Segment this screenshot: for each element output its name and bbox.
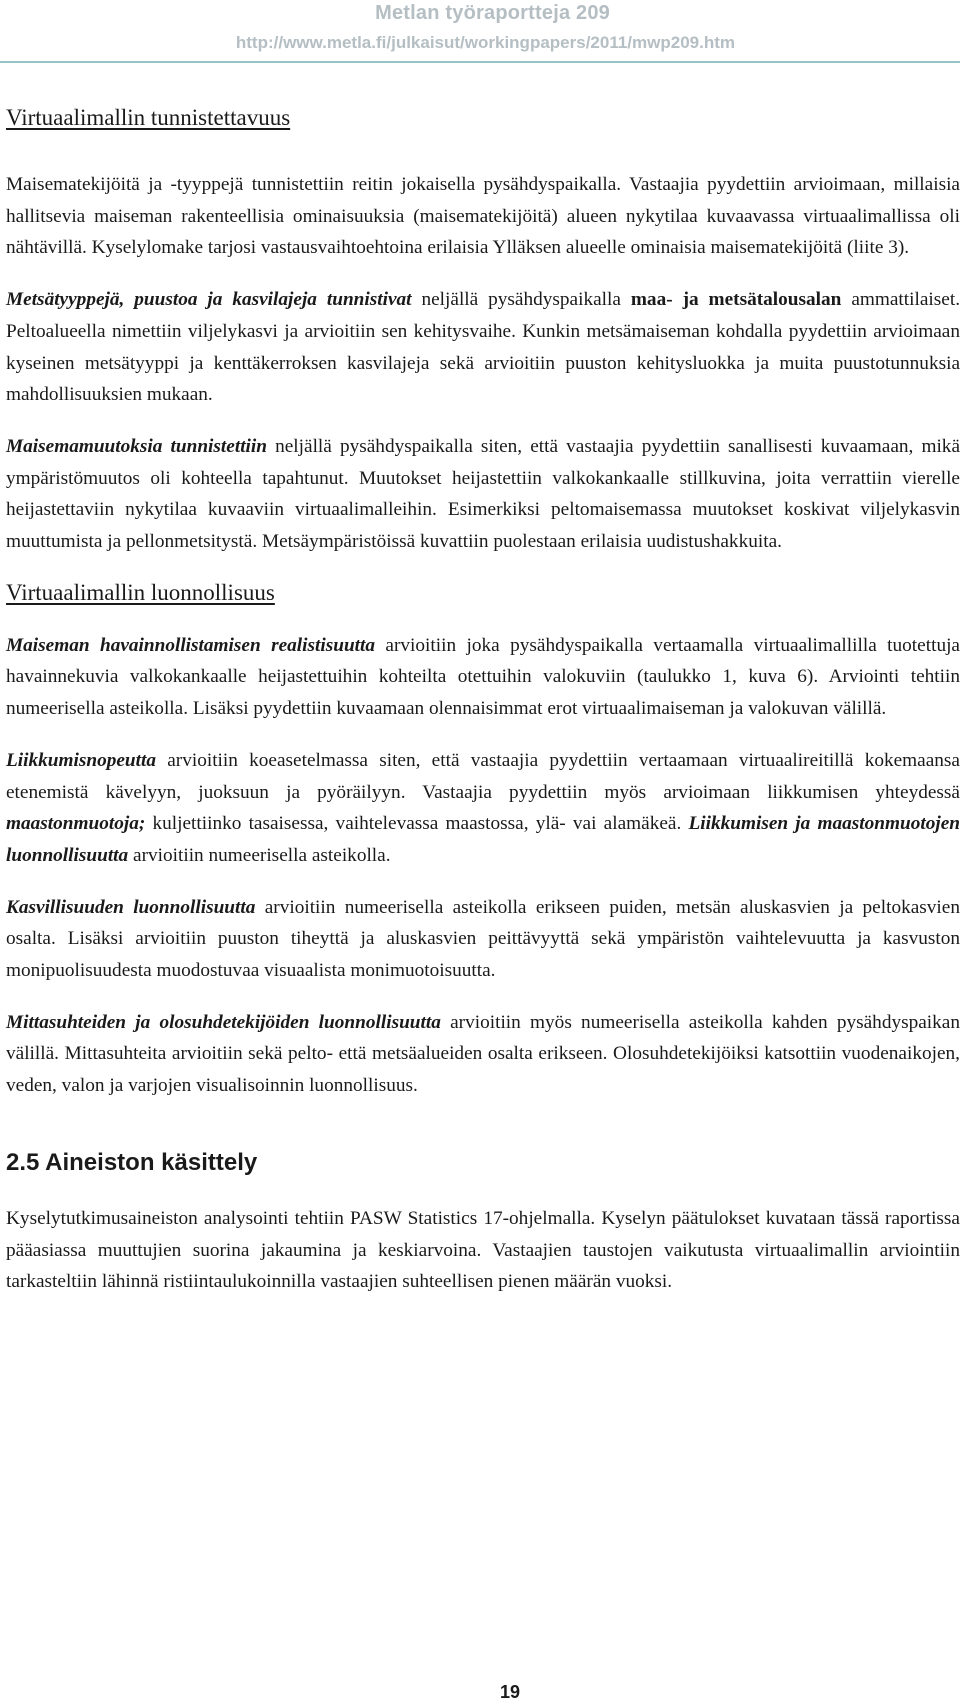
emphasis-proportions: Mittasuhteiden ja olosuhdetekijöiden luonnollisuutta — [6, 1011, 441, 1033]
series-title: Metlan työraportteja 209 — [375, 2, 610, 24]
paragraph-realism — [6, 630, 960, 725]
section-heading-data-processing: 2.5 Aineiston käsittely — [6, 1148, 258, 1176]
text-span: neljällä pysähdyspaikalla — [411, 289, 631, 311]
main-content — [6, 104, 960, 1298]
section-heading-recognizability: Virtuaalimallin tunnistettavuus — [6, 105, 291, 130]
emphasis-movement-speed: Liikkumisnopeutta — [6, 749, 156, 771]
series-url: http://www.metla.fi/julkaisut/workingpapers/2011/mwp209.htm — [235, 33, 735, 52]
emphasis-terrain: maastonmuotoja; — [6, 813, 146, 835]
section-heading-naturalness: Virtuaalimallin luonnollisuus — [6, 579, 275, 605]
paragraph-vegetation — [6, 892, 960, 987]
emphasis-forest-types: Metsätyyppejä, puustoa ja kasvilajeja tunnistivat — [6, 289, 412, 311]
paragraph-proportions — [6, 1007, 960, 1102]
text-span: arvioitiin numeerisella asteikolla. — [128, 844, 391, 866]
paragraph-landscape-factors: Maisematekijöitä ja -tyyppejä tunnistettiin reitin jokaisella pysähdyspaikalla. Vastaajia pyydettiin arvioimaan, millaisia hallitsevia maiseman rakenteellisia ominaisuuksia (maisematekijöitä) alueen nykytilaa kuvaavassa virtuaalimallissa oli nähtävillä. Kyselylomake tarjosi vastausvaihtoehtoina erilaisia Ylläksen alueelle ominaisia maisematekijöitä (liite 3). — [6, 174, 960, 259]
text-span: arvioitiin myös numeerisella asteikolla kahden pysähdyspaikan välillä. Mittasuhteita arvioitiin sekä pelto- että metsäalueiden osalta erikseen. Olosuhdetekijöiksi katsottiin vuodenaikojen, veden, valon ja varjojen visualisoinnin luonnollisuus. — [6, 1011, 960, 1097]
text-span: kuljettiinko tasaisessa, vaihtelevassa maastossa, ylä- vai alamäkeä. — [145, 813, 689, 835]
paragraph-analysis: Kyselytutkimusaineiston analysointi tehtiin PASW Statistics 17-ohjelmalla. Kyselyn päätulokset kuvataan tässä raportissa pääasiassa muuttujien suorina jakaumina ja keskiarvoina. Vastaajien taustojen vaikutusta virtuaalimallin arviointiin tarkasteltiin lähinnä ristiintaulukoinnilla vastaajien suhteellisen pienen määrän vuoksi. — [6, 1207, 960, 1293]
emphasis-vegetation: Kasvillisuuden luonnollisuutta — [6, 896, 256, 918]
paragraph-movement-speed — [6, 745, 960, 872]
bold-professionals: maa- ja metsätalousalan — [630, 289, 842, 311]
paragraph-forest-types — [6, 284, 960, 411]
header-rule — [0, 61, 960, 63]
emphasis-movement-naturalness: Liikkumisen ja maastonmuotojen luonnollisuutta — [6, 813, 960, 866]
emphasis-realism: Maiseman havainnollistamisen realistisuutta — [6, 634, 376, 656]
text-span: arvioitiin numeerisella asteikolla erikseen puiden, metsän aluskasvien ja peltokasvien osalta. Lisäksi arvioitiin puuston tiheyttä ja aluskasvien peittävyyttä sekä ympäristön vaihtelevuutta ja kasvuston monipuolisuudesta muodostuvaa visuaalista monimuotoisuutta. — [6, 896, 960, 982]
emphasis-landscape-changes: Maisemamuutoksia tunnistettiin — [6, 435, 267, 457]
text-span: arvioitiin joka pysähdyspaikalla vertaamalla virtuaalimallilla tuotettuja havainnekuvia valkokankaalle heijastettuihin kohteilta otettuihin valokuviin (taulukko 1, kuva 6). Arviointi tehtiin numeerisella asteikolla. Lisäksi pyydettiin kuvaamaan olennaisimmat erot virtuaalimaiseman ja valokuvan välillä. — [6, 634, 960, 720]
page-number: 19 — [499, 1682, 521, 1702]
text-span: ammattilaiset. Peltoalueella nimettiin viljelykasvi ja arvioitiin sen kehitysvaihe. Kunkin metsämaiseman kohdalla pyydettiin arvioimaan kyseinen metsätyyppi ja kenttäkerroksen kasvilajeja sekä arvioitiin puuston kehitysluokka ja muita puustotunnuksia mahdollisuuksien mukaan. — [6, 289, 960, 406]
text-span: arvioitiin koeasetelmassa siten, että vastaajia pyydettiin vertaamaan virtuaalireitillä kokemaansa etenemistä kävelyyn, juoksuun ja pyöräilyyn. Vastaajia pyydettiin myös arvioimaan liikkumisen yhteydessä — [6, 749, 960, 803]
paragraph-landscape-changes — [6, 431, 960, 558]
text-span: neljällä pysähdyspaikalla siten, että vastaajia pyydettiin sanallisesti kuvaamaan, mikä ympäristömuutos oli kohteella tapahtunut. Muutokset heijastettiin valkokankaalle stillkuvina, joita verrattiin vierelle heijastettaviin nykytilaa kuvaaviin virtuaalimalleihin. Esimerkiksi peltomaisemassa muutokset koskivat viljelykasvin muuttumista ja pellonmetsitystä. Metsäympäristöissä kuvattiin puolestaan erilaisia uudistushakkuita. — [6, 435, 960, 553]
